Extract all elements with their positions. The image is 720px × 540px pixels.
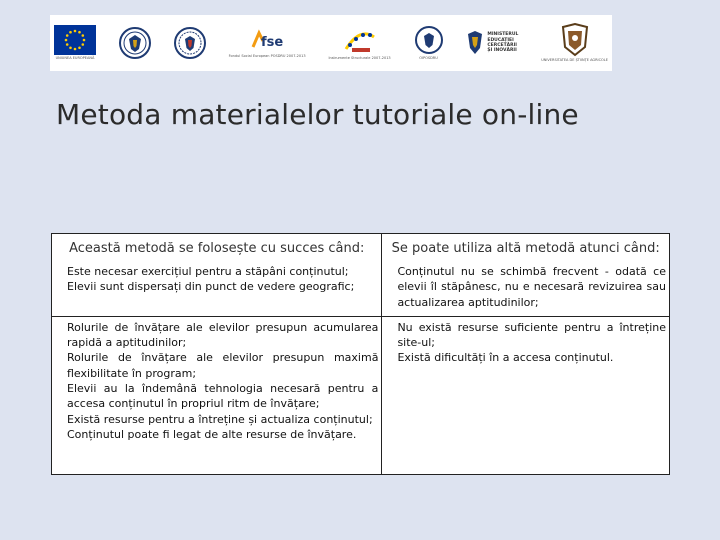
slide-title: Metoda materialelor tutoriale on-line (56, 98, 579, 131)
eu-flag-logo (54, 17, 96, 69)
list-item: Este necesar exercițiul pentru a stăpâni conținutul; (67, 265, 349, 278)
table-row (52, 261, 670, 316)
ministry-crest-icon (466, 30, 484, 56)
ministry-education-logo (466, 17, 518, 69)
ministry-line: EDUCAȚIEI (487, 37, 514, 43)
list-item: Conținutul nu se schimbă frecvent - odată ce elevii îl stăpânesc, nu e necesară revizuirea sau actualizarea aptitudinilor; (397, 265, 666, 309)
government-seal-logo (119, 17, 151, 69)
partner-logos-strip (50, 15, 612, 71)
list-item: Conținutul poate fi legat de alte resurse de învățare. (67, 427, 357, 441)
comparison-table (51, 233, 670, 475)
list-item: Există resurse pentru a întreține și actualiza conținutul; (67, 412, 373, 426)
header-other-method-when: Se poate utiliza altă metodă atunci când: (382, 234, 670, 262)
university-crest-logo (541, 17, 608, 69)
university-caption: UNIVERSITATEA DE ȘTIINȚE AGRICOLE (541, 58, 608, 63)
oiposdru-caption: OIPOSDRU (419, 56, 438, 61)
svg-text:fse: fse (261, 35, 284, 51)
list-item: Nu există resurse suficiente pentru a întreține site-ul; (397, 320, 666, 350)
row-1-left-cell (52, 261, 382, 316)
ministry-line: ȘI INOVĂRII (487, 48, 517, 54)
list-item: Există dificultăți în a accesa conținutul. (397, 351, 614, 365)
structural-instruments-caption: Instrumente Structurale 2007-2013 (328, 56, 391, 61)
ministry-name-text (487, 32, 518, 54)
list-item: Rolurile de învățare ale elevilor presupun maximă flexibilitate în program; (67, 351, 379, 380)
list-item: Elevii au la îndemână tehnologia necesară pentru a accesa conținutul în propriul ritm de învățare; (67, 382, 379, 411)
eu-logo-caption: UNIUNEA EUROPEANĂ (55, 56, 95, 61)
list-item: Elevii sunt dispersați din punct de vedere geografic; (67, 280, 355, 294)
table-row (52, 316, 670, 474)
header-use-when: Această metodă se folosește cu succes când: (52, 234, 382, 262)
table-header-row (52, 234, 670, 262)
ministry-line: MINISTERUL (487, 32, 519, 38)
fse-logo (229, 17, 306, 69)
row-1-right-cell (382, 261, 670, 316)
row-2-left-cell (52, 316, 382, 474)
list-item: Rolurile de învățare ale elevilor presupun acumularea rapidă a aptitudinilor; (67, 320, 379, 350)
oiposdru-logo (414, 17, 444, 69)
row-2-right-cell (382, 316, 670, 474)
structural-instruments-logo (328, 17, 390, 69)
ministry-seal-logo (174, 17, 206, 69)
fse-logo-caption: Fondul Social European POSDRU 2007-2013 (228, 54, 306, 59)
ministry-line: CERCETĂRII (487, 43, 517, 48)
